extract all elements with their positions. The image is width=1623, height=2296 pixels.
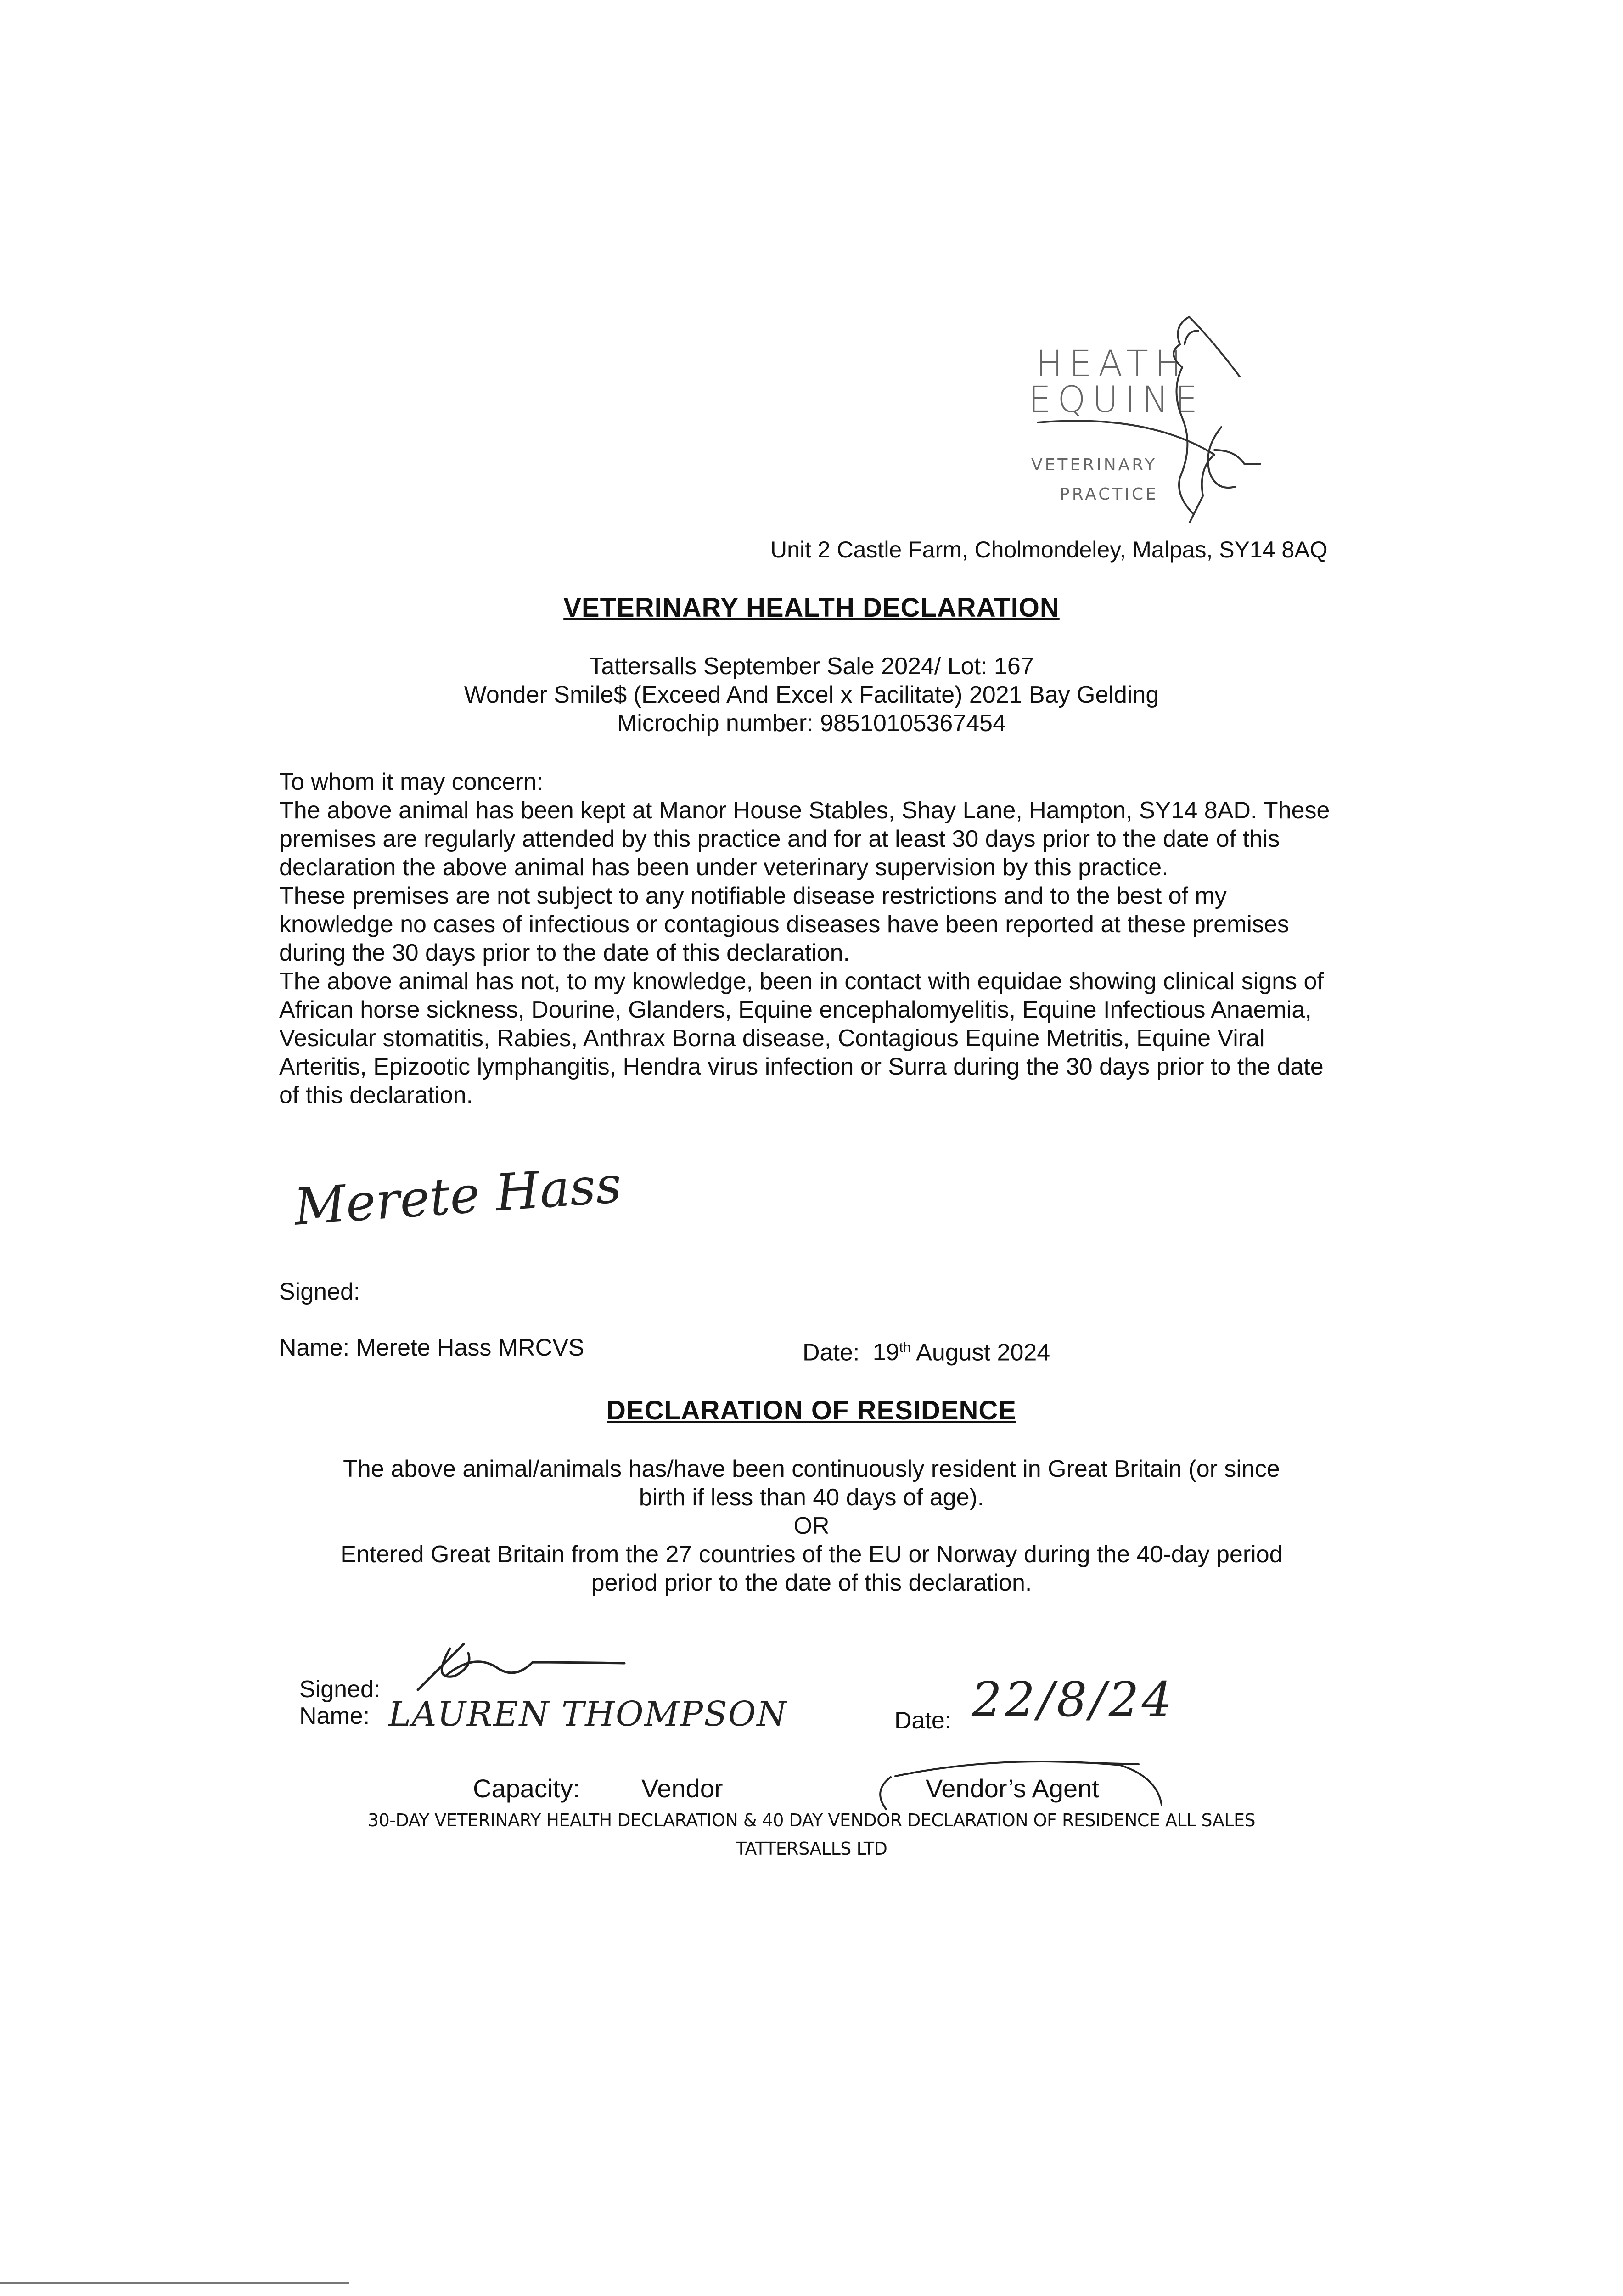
vet-name: Name: Merete Hass MRCVS bbox=[279, 1334, 584, 1361]
residence-line-4: period prior to the date of this declaration. bbox=[591, 1570, 1032, 1596]
horse-line: Wonder Smile$ (Exceed And Excel x Facilitate) 2021 Bay Gelding bbox=[464, 681, 1159, 708]
paragraph-diseases: The above animal has not, to my knowledge, been in contact with equidae showing clinical signs of African horse sickness, Dourine, Glanders, Equine encephalomyelitis, Equine Infectious Anaemia, Vesicular stomatitis, Rabies, Anthrax Borna disease, Contagious Equine Metritis, Equine Viral Arteritis, Epizootic lymphangitis, Hendra virus infection or Surra during the 30 days prior to the date of this declaration. bbox=[279, 968, 1324, 1109]
horse-outline-icon bbox=[1028, 312, 1350, 523]
vendor-date-handwritten: 22/8/24 bbox=[972, 1671, 1175, 1728]
vet-signature: Merete Hass bbox=[292, 1155, 623, 1237]
vet-date bbox=[803, 1334, 1050, 1367]
practice-logo bbox=[1028, 312, 1350, 523]
logo-veterinary: VETERINARY bbox=[1031, 456, 1157, 474]
sale-line: Tattersalls September Sale 2024/ Lot: 167 bbox=[589, 653, 1034, 680]
vendor-signature-scribble bbox=[404, 1635, 643, 1699]
vendor-name-label: Name: bbox=[299, 1703, 370, 1729]
capacity-agent: Vendor’s Agent bbox=[926, 1774, 1099, 1803]
residence-line-3: Entered Great Britain from the 27 countries of the EU or Norway during the 40-day period bbox=[340, 1541, 1283, 1568]
vendor-name-handwritten: LAUREN THOMPSON bbox=[388, 1694, 788, 1734]
residence-or: OR bbox=[793, 1513, 830, 1539]
capacity-row bbox=[473, 1773, 723, 1803]
practice-address: Unit 2 Castle Farm, Cholmondeley, Malpas, SY14 8AQ bbox=[770, 537, 1328, 563]
footer-line-1: 30-DAY VETERINARY HEALTH DECLARATION & 40 DAY VENDOR DECLARATION OF RESIDENCE ALL SALES bbox=[367, 1810, 1256, 1830]
vendor-date-label: Date: bbox=[894, 1707, 952, 1734]
vet-date-rest: August 2024 bbox=[916, 1339, 1050, 1366]
footer-line-2: TATTERSALLS LTD bbox=[736, 1839, 887, 1859]
vet-date-suffix: th bbox=[899, 1340, 911, 1355]
declaration-body bbox=[279, 768, 1335, 1109]
paragraph-greeting: To whom it may concern: bbox=[279, 769, 544, 795]
vet-signed-label: Signed: bbox=[279, 1278, 360, 1305]
residence-line-1: The above animal/animals has/have been continuously resident in Great Britain (or since bbox=[343, 1456, 1280, 1482]
residence-line-2: birth if less than 40 days of age). bbox=[639, 1484, 984, 1511]
capacity-vendor: Vendor bbox=[641, 1774, 723, 1803]
logo-heath: HEATH bbox=[1036, 343, 1188, 385]
logo-equine: EQUINE bbox=[1028, 379, 1204, 421]
microchip-line: Microchip number: 98510105367454 bbox=[617, 710, 1006, 737]
paragraph-premises: The above animal has been kept at Manor House Stables, Shay Lane, Hampton, SY14 8AD. These premises are regularly attended by this practice and for at least 30 days prior to the date of this declaration the above animal has been under veterinary supervision by this practice. bbox=[279, 797, 1330, 881]
vet-date-label: Date: bbox=[803, 1339, 860, 1366]
bottom-edge-line bbox=[0, 2282, 349, 2284]
residence-declaration-title: DECLARATION OF RESIDENCE bbox=[607, 1396, 1016, 1425]
capacity-label: Capacity: bbox=[473, 1774, 580, 1803]
logo-practice: PRACTICE bbox=[1060, 485, 1158, 504]
vendor-signed-label: Signed: bbox=[299, 1676, 381, 1703]
paragraph-restrictions: These premises are not subject to any notifiable disease restrictions and to the best of my knowledge no cases of infectious or contagious diseases have been reported at these premises during the 30 days prior to the date of this declaration. bbox=[279, 883, 1289, 966]
health-declaration-title: VETERINARY HEALTH DECLARATION bbox=[563, 593, 1060, 623]
vet-date-day: 19 bbox=[872, 1339, 899, 1366]
